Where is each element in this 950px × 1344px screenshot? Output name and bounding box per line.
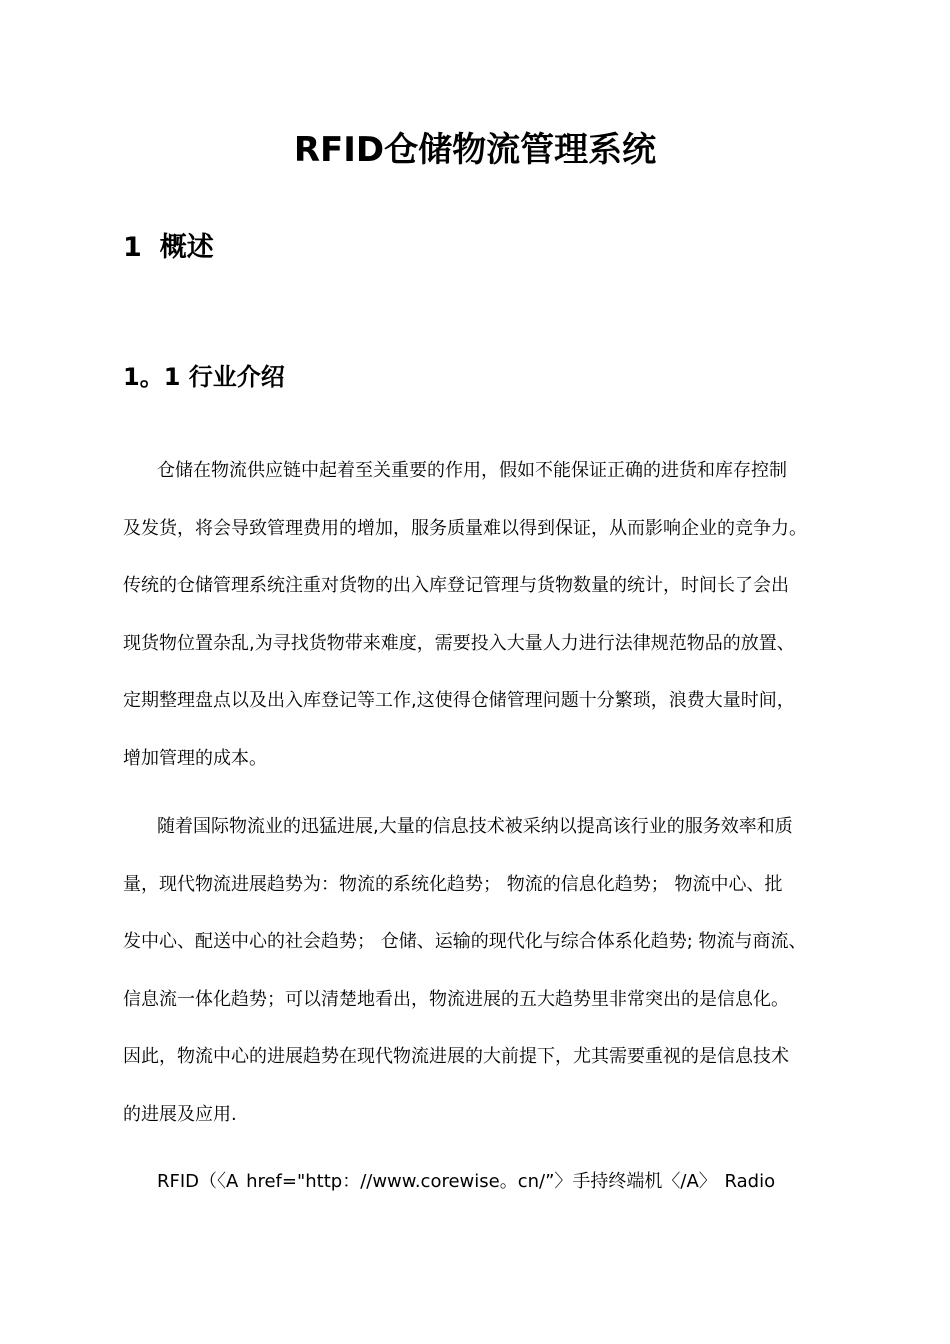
paragraph-line: 随着国际物流业的迅猛进展,大量的信息技术被采纳以提高该行业的服务效率和质 [157, 816, 793, 837]
section-title: 概述 [159, 232, 214, 263]
paragraph-line: 定期整理盘点以及出入库登记等工作,这使得仓储管理问题十分繁琐，浪费大量时间， [123, 690, 795, 711]
paragraph-warehouse-importance [123, 456, 843, 801]
subsection-heading-industry: 1。1 行业介绍 [123, 363, 285, 391]
paragraph-line: 因此，物流中心的进展趋势在现代物流进展的大前提下，尤其需要重视的是信息技术 [123, 1046, 789, 1067]
paragraph-logistics-trends [123, 812, 843, 1157]
paragraph-line: 及发货，将会导致管理费用的增加，服务质量难以得到保证，从而影响企业的竞争力。 [123, 517, 807, 539]
paragraph-line: 信息流一体化趋势；可以清楚地看出，物流进展的五大趋势里非常突出的是信息化。 [123, 988, 789, 1010]
document-title: RFID仓储物流管理系统 [293, 130, 657, 170]
paragraph-line: 增加管理的成本。 [123, 747, 267, 769]
paragraph-line: RFID（〈A href="http：//www.corewise。cn/”〉手持终端机〈/A〉 Radio [157, 1171, 776, 1192]
paragraph-line: 传统的仓储管理系统注重对货物的出入库登记管理与货物数量的统计，时间长了会出 [123, 575, 789, 596]
section-number: 1 [123, 232, 142, 263]
paragraph-line: 仓储在物流供应链中起着至关重要的作用，假如不能保证正确的进货和库存控制 [157, 460, 787, 481]
paragraph-line: 现货物位置杂乱,为寻找货物带来难度，需要投入大量人力进行法律规范物品的放置、 [123, 632, 795, 654]
paragraph-line: 发中心、配送中心的社会趋势； 仓储、运输的现代化与综合体系化趋势; 物流与商流、 [123, 931, 807, 952]
paragraph-line: 的进展及应用. [123, 1103, 237, 1125]
paragraph-rfid-intro [123, 1167, 843, 1225]
paragraph-line: 量，现代物流进展趋势为：物流的系统化趋势； 物流的信息化趋势； 物流中心、批 [123, 873, 783, 895]
section-heading-overview [123, 228, 214, 268]
